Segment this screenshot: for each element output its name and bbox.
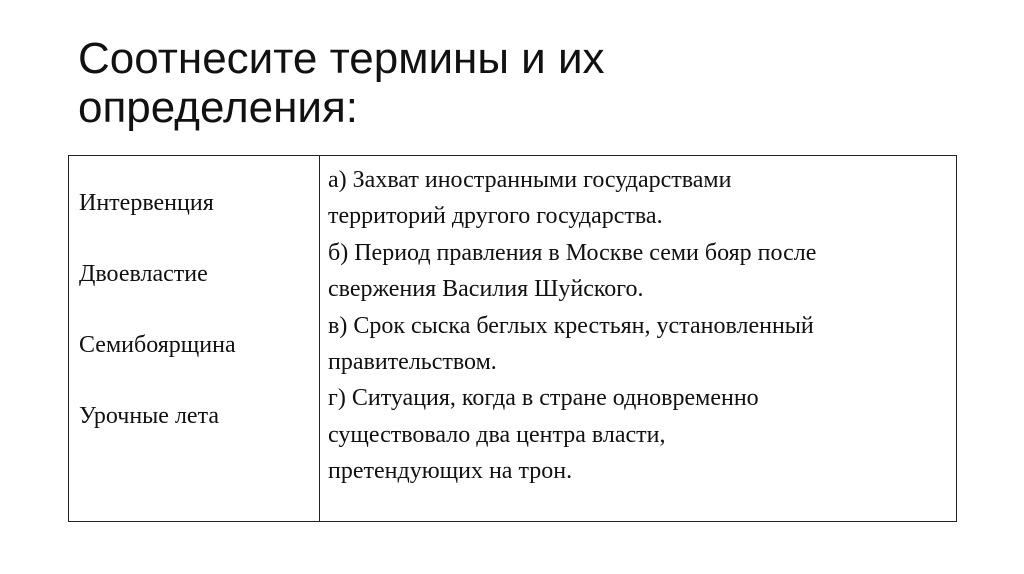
terms-column [69,156,320,521]
title-line-1: Соотнесите термины и их [78,34,605,83]
definition-a-line-2: территорий другого государства. [328,203,663,230]
matching-table [68,155,957,522]
definitions-text [328,162,948,490]
definition-d-line-2: существовало два центра власти, [328,421,666,448]
term-intervention: Интервенция [79,190,214,216]
definition-d-line-1: г) Ситуация, когда в стране одновременно [328,385,759,412]
definition-b-line-1: б) Период правления в Москве семи бояр после [328,239,817,266]
definition-d-line-3: претендующих на трон. [328,458,573,485]
title-line-2: определения: [78,83,359,132]
term-dual-power: Двоевластие [79,261,208,287]
definition-c-line-2: правительством. [328,349,497,376]
definitions-column [320,156,956,521]
slide-title [78,34,958,132]
definition-b-line-2: свержения Василия Шуйского. [328,276,644,303]
definition-c-line-1: в) Срок сыска беглых крестьян, установленный [328,312,814,339]
definition-a-line-1: а) Захват иностранными государствами [328,167,732,193]
term-fixed-years: Урочные лета [79,403,220,429]
term-seven-boyars: Семибоярщина [79,332,236,358]
